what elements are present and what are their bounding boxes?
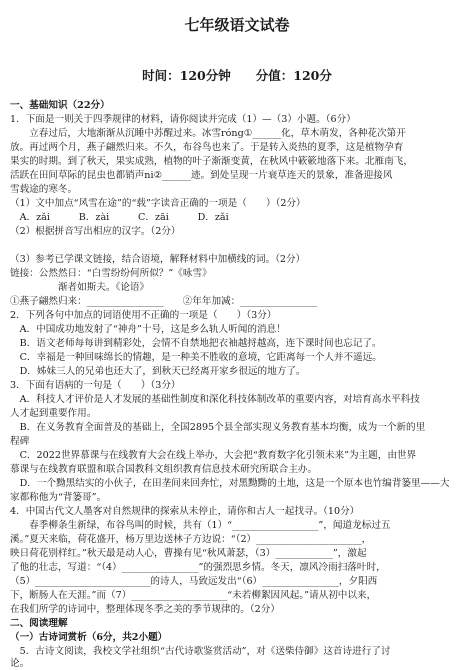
option-line: B．语文老师每每讲到精彩处，会情不自禁地把衣袖越捋越高，连下课时间也忘记了。 [10,338,382,349]
option-line: A．科技人才评价是人才发展的基础性制度和深化科技体制改革的重要内容，对培育高水平科技 [10,394,420,405]
question-line: （2）根据拼音写出相应的汉字。（2分） [10,226,181,237]
passage-line: （5）________________________的诗人，马致远发出“（6）________________，夕阳西 [10,576,378,587]
question-line: 论。 [10,658,30,669]
link-line: 链接：公然然日：“白雪纷纷何所似？”《咏雪》 [10,268,212,279]
passage-line: 在我们所学的诗词中，整理体现冬季之美的季节规律的。（2分） [10,604,280,615]
question-line: 2．下列各句中加点的词语使用不正确的一项是（ ）（3分） [10,310,277,321]
passage-line: 放。再过两个月，燕子翩然归来。不久，布谷鸟也来了。于是转入炎热的夏季，这是植物孕育 [10,142,404,153]
question-line: 1．下面是一则关于四季规律的材料，请你阅读并完成（1）—（3）小题。（6分） [10,114,356,125]
exam-subtitle: 时间：120分钟 分值：120分 [142,68,332,83]
section-heading: 二、阅读理解 [10,618,68,629]
option-line: D．一个黝黑结实的小伙子，在田垄间来回奔忙，对黑黝黝的土地，这是一个原本也竹编背篓里——大 [10,478,450,489]
subsection-heading: （一）古诗词赏析（6分，共2小题） [10,632,168,643]
option-line: D．姊妹三人的兄弟也还大了，到秋天已经离开家乡很远的地方了。 [10,366,306,377]
passage-line: 活跃在田间草际的昆虫也都销声ni②______迹。到处呈现一片衰草连天的景象，准备迎接风 [10,170,393,181]
question-line: （3）参考已学课文链接，结合语境，解释材料中加横线的词。（2分） [10,254,306,265]
option-line: A．zǎi B．zài C．zāi D．zǎi [10,212,229,223]
passage-line: 雪载途的寒冬。 [10,184,78,195]
section-heading: 一、基础知识（22分） [10,100,110,111]
option-line: 家都称他为“背篓哥”。 [10,492,107,503]
question-line: 5．古诗文阅读，我校文学社组织“古代诗歌鉴赏活动”，对《送柴侍御》这首诗进行了讨 [10,646,391,657]
passage-line: 春季柳条生新绿，布谷鸟叫的时候，共有（1）“__________________”，闻道龙标过五 [10,520,391,531]
option-line: 人才起到重要作用。 [10,408,97,419]
question-line: （1）文中加点“风雪在途”的“载”字读音正确的一项是（ ）（2分） [10,198,306,209]
passage-line: 溪。”夏天来临，荷花盛开，杨万里边送林子方边说：“（2）______________________， [10,534,372,545]
option-line: B．在义务教育全面普及的基础上，全国2895个县全部实现义务教育基本均衡，成为一个新的里 [10,422,426,433]
question-line: 4．中国古代文人墨客对自然规律的探索从未停止，请你和古人一起找寻。（10分） [10,506,360,517]
passage-line: 下，断肠人在天涯。”而（7）____________________“未若柳絮因风起。”请从初中以来， [10,590,377,601]
question-line: 3．下面有语病的一句是（ ）（3分） [10,380,181,391]
exam-title: 七年级语文试卷 [184,16,290,34]
option-line: 慕课与在线教育联盟和联合国教科文组织教育信息技术研究所联合主办。 [10,464,317,475]
option-line: A．中国成功地发射了“神舟”十号，这是乡么轨人听闻的消息！ [10,324,286,335]
passage-line: 果实的时期。到了秋天，果实成熟，植物的叶子渐渐变黄，在秋风中簌簌地落下来。北雁南飞， [10,156,413,167]
passage-line: 立春过后，大地渐渐从沉睡中苏醒过来。冰雪róng①______化，草木萌发，各种花次第开 [10,128,406,139]
option-line: C．2022世界慕课与在线教育大会在线上举办，大会把“教育数字化引领未来”为主题，由世界 [10,450,417,461]
passage-line: 了他的壮志，写道：“（4）________________”的强烈思乡情。冬天，凛风冷雨扫落叶时， [10,562,386,573]
option-line: C．幸福是一种回味绵长的情趣，是一种美不胜收的意境，它距离每一个人并不遥远。 [10,352,382,363]
option-line: 程碑 [10,436,30,447]
answer-line: ①燕子翩然归来：________________ ②年年加减：________________ [10,296,317,307]
link-line: 渐者如斯夫。《论语》 [10,282,150,293]
passage-line: 映日荷花别样红。”秋天最是动人心，曹操有见“秋风萧瑟，（3）____________”，激起 [10,548,367,559]
